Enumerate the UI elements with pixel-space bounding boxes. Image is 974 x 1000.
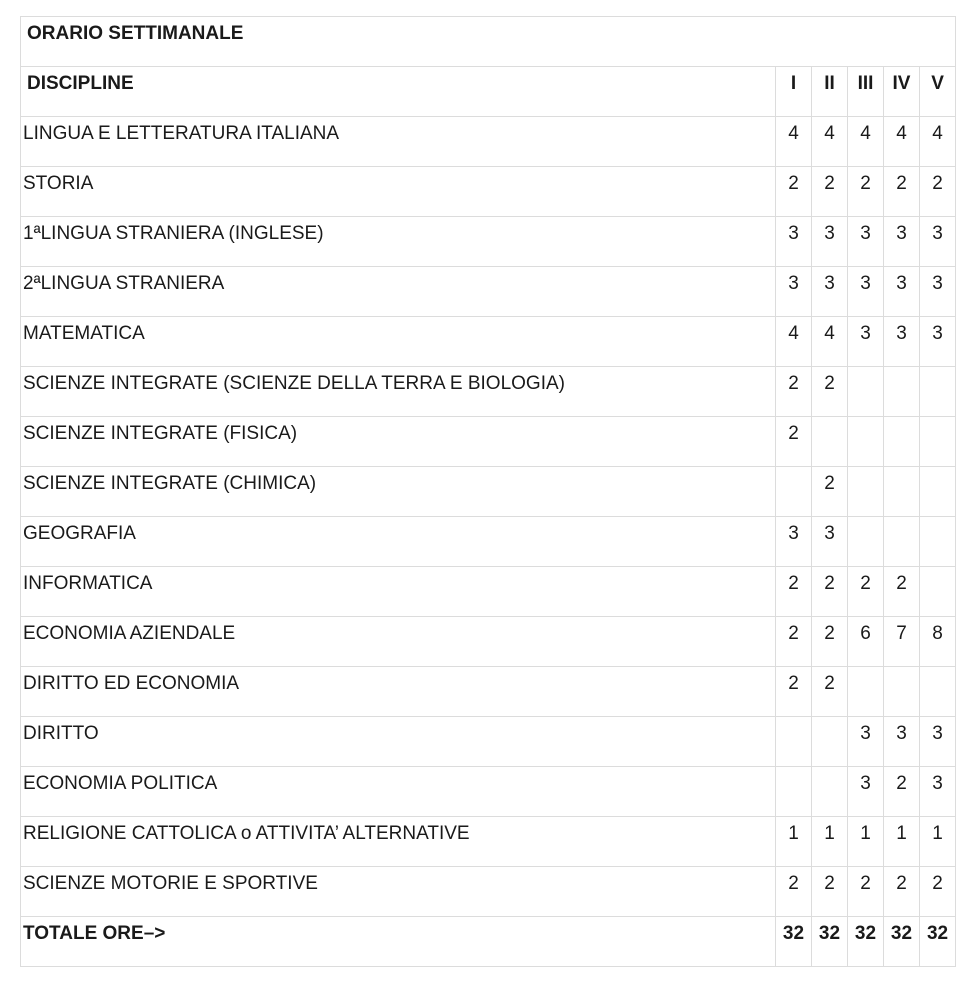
header-year-3: III [848, 67, 884, 117]
hours-cell: 2 [884, 767, 920, 817]
subject-cell: DIRITTO [21, 717, 776, 767]
subject-cell: 2ªLINGUA STRANIERA [21, 267, 776, 317]
subject-cell: INFORMATICA [21, 567, 776, 617]
hours-cell [920, 517, 956, 567]
hours-cell: 3 [812, 267, 848, 317]
hours-cell: 1 [776, 817, 812, 867]
hours-cell: 2 [776, 167, 812, 217]
hours-cell: 3 [848, 267, 884, 317]
subject-cell: SCIENZE INTEGRATE (SCIENZE DELLA TERRA E BIOLOGIA) [21, 367, 776, 417]
hours-cell: 2 [776, 867, 812, 917]
hours-cell: 6 [848, 617, 884, 667]
hours-cell: 2 [776, 617, 812, 667]
table-row [21, 117, 956, 167]
total-hours-cell: 32 [812, 917, 848, 967]
hours-cell [812, 767, 848, 817]
hours-cell: 2 [848, 867, 884, 917]
hours-cell: 3 [776, 267, 812, 317]
hours-cell: 3 [776, 517, 812, 567]
title-row [21, 17, 956, 67]
table-title: ORARIO SETTIMANALE [21, 17, 956, 67]
hours-cell [812, 417, 848, 467]
hours-cell: 2 [812, 467, 848, 517]
total-hours-cell: 32 [884, 917, 920, 967]
table-row [21, 817, 956, 867]
weekly-schedule-table [20, 16, 956, 967]
hours-cell [884, 667, 920, 717]
hours-cell: 3 [848, 717, 884, 767]
hours-cell: 3 [812, 517, 848, 567]
subject-cell: STORIA [21, 167, 776, 217]
table-row [21, 417, 956, 467]
table-row [21, 767, 956, 817]
subject-cell: SCIENZE MOTORIE E SPORTIVE [21, 867, 776, 917]
hours-cell [812, 717, 848, 767]
header-year-5: V [920, 67, 956, 117]
hours-cell: 3 [776, 217, 812, 267]
hours-cell: 3 [884, 317, 920, 367]
table-row [21, 267, 956, 317]
hours-cell: 4 [884, 117, 920, 167]
hours-cell: 2 [812, 667, 848, 717]
hours-cell: 1 [812, 817, 848, 867]
hours-cell: 3 [848, 217, 884, 267]
hours-cell: 3 [812, 217, 848, 267]
hours-cell [920, 567, 956, 617]
subject-cell: LINGUA E LETTERATURA ITALIANA [21, 117, 776, 167]
hours-cell [920, 417, 956, 467]
hours-cell: 1 [920, 817, 956, 867]
subject-cell: SCIENZE INTEGRATE (FISICA) [21, 417, 776, 467]
hours-cell: 2 [812, 367, 848, 417]
subject-cell: ECONOMIA POLITICA [21, 767, 776, 817]
header-year-4: IV [884, 67, 920, 117]
hours-cell: 3 [848, 767, 884, 817]
hours-cell: 2 [812, 567, 848, 617]
hours-cell: 7 [884, 617, 920, 667]
hours-cell: 2 [920, 867, 956, 917]
table-row [21, 867, 956, 917]
hours-cell [848, 367, 884, 417]
subject-cell: ECONOMIA AZIENDALE [21, 617, 776, 667]
table-row [21, 667, 956, 717]
total-row [21, 917, 956, 967]
hours-cell: 4 [920, 117, 956, 167]
hours-cell: 4 [776, 317, 812, 367]
hours-cell: 3 [884, 267, 920, 317]
hours-cell: 4 [848, 117, 884, 167]
hours-cell [884, 367, 920, 417]
hours-cell: 2 [884, 867, 920, 917]
hours-cell [920, 367, 956, 417]
hours-cell [848, 417, 884, 467]
hours-cell [884, 467, 920, 517]
subject-cell: RELIGIONE CATTOLICA o ATTIVITA’ ALTERNATIVE [21, 817, 776, 867]
hours-cell: 3 [848, 317, 884, 367]
table-row [21, 467, 956, 517]
hours-cell: 2 [776, 667, 812, 717]
hours-cell [776, 767, 812, 817]
subject-cell: GEOGRAFIA [21, 517, 776, 567]
hours-cell: 8 [920, 617, 956, 667]
hours-cell: 3 [920, 317, 956, 367]
header-year-1: I [776, 67, 812, 117]
subject-cell: MATEMATICA [21, 317, 776, 367]
table-row [21, 617, 956, 667]
hours-cell: 2 [776, 567, 812, 617]
hours-cell [848, 467, 884, 517]
hours-cell [776, 717, 812, 767]
subject-cell: DIRITTO ED ECONOMIA [21, 667, 776, 717]
header-row [21, 67, 956, 117]
hours-cell: 2 [884, 167, 920, 217]
hours-cell: 2 [812, 617, 848, 667]
hours-cell: 2 [920, 167, 956, 217]
hours-cell [848, 517, 884, 567]
total-hours-cell: 32 [920, 917, 956, 967]
hours-cell: 4 [812, 117, 848, 167]
table-row [21, 717, 956, 767]
hours-cell: 2 [776, 367, 812, 417]
header-disciplines: DISCIPLINE [21, 67, 776, 117]
hours-cell: 2 [812, 867, 848, 917]
total-label: TOTALE ORE–> [21, 917, 776, 967]
total-hours-cell: 32 [776, 917, 812, 967]
hours-cell: 4 [812, 317, 848, 367]
hours-cell [920, 467, 956, 517]
table-row [21, 367, 956, 417]
hours-cell: 2 [848, 567, 884, 617]
hours-cell: 2 [884, 567, 920, 617]
hours-cell: 3 [884, 717, 920, 767]
hours-cell [884, 417, 920, 467]
hours-cell [920, 667, 956, 717]
hours-cell [776, 467, 812, 517]
hours-cell: 3 [920, 717, 956, 767]
hours-cell: 1 [884, 817, 920, 867]
hours-cell: 3 [884, 217, 920, 267]
hours-cell [848, 667, 884, 717]
table-row [21, 567, 956, 617]
hours-cell [884, 517, 920, 567]
table-row [21, 167, 956, 217]
hours-cell: 4 [776, 117, 812, 167]
subject-cell: 1ªLINGUA STRANIERA (INGLESE) [21, 217, 776, 267]
table-row [21, 517, 956, 567]
hours-cell: 1 [848, 817, 884, 867]
header-year-2: II [812, 67, 848, 117]
hours-cell: 3 [920, 217, 956, 267]
hours-cell: 2 [812, 167, 848, 217]
total-hours-cell: 32 [848, 917, 884, 967]
hours-cell: 2 [776, 417, 812, 467]
hours-cell: 3 [920, 767, 956, 817]
subject-cell: SCIENZE INTEGRATE (CHIMICA) [21, 467, 776, 517]
table-row [21, 317, 956, 367]
table-row [21, 217, 956, 267]
hours-cell: 3 [920, 267, 956, 317]
hours-cell: 2 [848, 167, 884, 217]
